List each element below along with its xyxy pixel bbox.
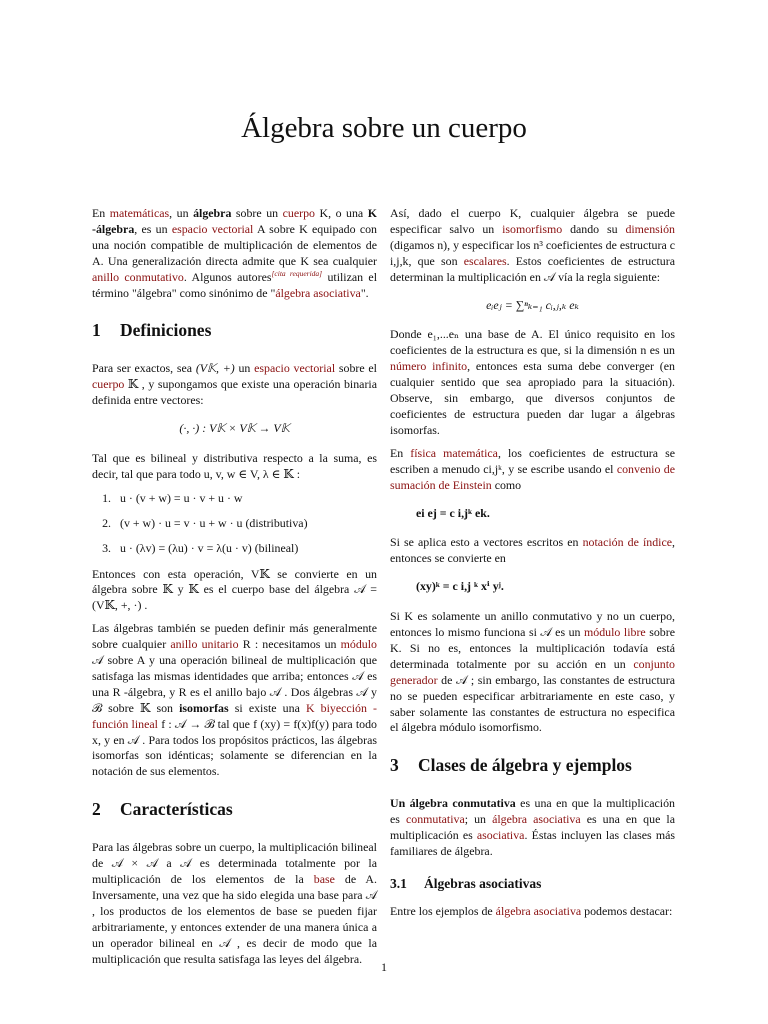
text: A sobre K equipado con una noción compatible de multiplicación de elementos de A. Una generalización directa admite que K sea cualquier (92, 221, 378, 268)
text: , los coeficientes de estructura se escriben a menudo ci,jᵏ, y se escribe usando el (390, 445, 675, 476)
definition-paragraph (92, 361, 377, 409)
text: un (234, 361, 255, 376)
text: . Estos coeficientes de estructura determinan la multiplicación en 𝒜 vía la regla siguiente: (390, 253, 675, 284)
text: Si se aplica esto a vectores escritos en (390, 535, 583, 550)
section-title: Clases de álgebra y ejemplos (418, 755, 632, 776)
subsection-number: 3.1 (390, 875, 407, 891)
algebra-paragraph: Entonces con esta operación, V𝕂 se convierte en un álgebra sobre 𝕂 y 𝕂 es el cuerpo base del álgebra 𝒜 = (V𝕂, +, ·) . (92, 566, 377, 613)
bold-term: Un álgebra conmutativa (390, 796, 516, 811)
link-dimension[interactable]: dimensión (625, 221, 675, 236)
left-column (92, 206, 377, 974)
axioms-list (92, 491, 377, 557)
bold-term: K -álgebra (92, 206, 377, 236)
text: de A. Inversamente, una vez que ha sido elegida una base para 𝒜 , los productos de los elementos de base se pueden fijar arbitrariamente, y entonces extender de una manera única a un operador bilineal en 𝒜 , es decir de modo que la multiplicación que resulta satisfaga las leyes del álgebra. (92, 872, 377, 966)
link-cuerpo-2[interactable]: cuerpo (92, 377, 125, 392)
intro-paragraph (92, 206, 377, 301)
link-espacio-vectorial[interactable]: espacio vectorial (171, 221, 254, 236)
text: ; un (464, 812, 493, 827)
bold-term: isomorfas (179, 700, 229, 715)
structure-paragraph (390, 206, 675, 286)
text: , entonces se convierte en (390, 535, 675, 566)
link-base[interactable]: base (313, 872, 335, 886)
link-espacio-vectorial-2[interactable]: espacio vectorial (254, 361, 336, 376)
section-title: Definiciones (120, 320, 212, 341)
section-number: 1 (92, 320, 101, 341)
link-anillo-conmutativo[interactable]: anillo conmutativo (92, 269, 184, 284)
text: sobre un (231, 206, 283, 220)
text: es una en que la multiplicación es (390, 812, 675, 843)
link-algebra-asociativa-2[interactable]: álgebra asociativa (492, 812, 581, 827)
text: En (92, 206, 110, 220)
right-column (390, 206, 675, 927)
equation-structure: eᵢeⱼ = ∑ⁿₖ₌₁ cᵢ,ⱼ,ₖ eₖ (486, 297, 579, 312)
text: Para ser exactos, sea (92, 361, 196, 376)
equation-einstein: ei ej = c i,jᵏ ek. (416, 505, 490, 520)
link-conjunto-generador[interactable]: conjunto generador (390, 656, 675, 687)
link-anillo-unitario[interactable]: anillo unitario (170, 637, 239, 652)
text: Así, dado el cuerpo K, cualquier álgebra se puede especificar salvo un (390, 206, 675, 236)
section-title: Características (120, 799, 233, 820)
text: de 𝒜 ; sin embargo, las constantes de estructura no se pueden especificar arbitrariamente en este caso, y saber solamente las constantes de estructura no especifica el álgebra módulo isomorfismo. (390, 672, 675, 735)
section-heading-caracteristicas (92, 799, 377, 820)
text: 𝕂 , y supongamos que existe una operación binaria definida entre vectores: (92, 377, 377, 408)
page-title: Álgebra sobre un cuerpo (241, 112, 527, 144)
section-number: 2 (92, 799, 101, 820)
link-convenio-einstein[interactable]: convenio de sumación de Einstein (390, 461, 675, 492)
list-item: 2. (v + w) · u = v · u + w · u (distributiva) (114, 516, 377, 532)
text: es una en que la multiplicación es (390, 796, 675, 827)
text: sobre K. Si no es, entonces la multiplicación todavía está determinada totalmente por su acción en un (390, 625, 675, 671)
text: como (491, 477, 522, 492)
subsection-title: Álgebras asociativas (424, 875, 542, 891)
text: K, o una (314, 206, 368, 220)
section-heading-clases (390, 755, 675, 776)
ring-paragraph (390, 609, 675, 736)
text: Donde e₁,...eₙ una base de A. El único requisito en los coeficientes de la estructura es que, si la dimensión n es un (390, 327, 675, 358)
bold-term: álgebra (193, 206, 232, 220)
text: dando su (562, 221, 626, 236)
text: podemos destacar: (581, 903, 673, 918)
section-heading-definiciones (92, 320, 377, 341)
text: , un (169, 206, 194, 220)
text: utilizan el término "álgebra" como sinónimo de " (92, 269, 378, 300)
text: , es un (134, 221, 172, 236)
citation-needed[interactable]: [cita requerida] (271, 268, 323, 278)
text: R : necesitamos un (238, 637, 341, 652)
link-conmutativa[interactable]: conmutativa (405, 812, 465, 827)
list-item: 3. u · (λv) = (λu) · v = λ(u · v) (bilineal) (114, 541, 377, 557)
link-modulo-libre[interactable]: módulo libre (584, 625, 646, 640)
link-asociativa[interactable]: asociativa (476, 828, 525, 843)
text: (digamos n), y especificar los n³ coeficientes de estructura c i,j,k, que son (390, 237, 675, 268)
page-number: 1 (381, 960, 387, 974)
link-fisica-matematica[interactable]: física matemática (410, 445, 498, 460)
link-escalares[interactable]: escalares (463, 253, 507, 268)
text: En (390, 445, 411, 460)
generalization-paragraph (92, 621, 377, 780)
text: Para las álgebras sobre un cuerpo, la multiplicación bilineal de 𝒜 × 𝒜 a 𝒜 es determinada totalmente por la multiplicación de los elementos de la (92, 840, 377, 886)
text: . Éstas incluyen las clases más familiares de álgebra. (390, 828, 675, 858)
math: (V𝕂, +) (195, 361, 235, 376)
link-algebra-asociativa[interactable]: álgebra asociativa (275, 285, 361, 300)
text: si existe una (228, 700, 306, 715)
equation-index: (xy)ᵏ = c i,j ᵏ xⁱ yʲ. (416, 579, 504, 594)
section-number: 3 (390, 755, 399, 776)
text: . Algunos autores (183, 269, 272, 284)
index-paragraph (390, 535, 675, 567)
link-isomorfismo[interactable]: isomorfismo (502, 221, 563, 236)
equation-binary-op: (·, ·) : V𝕂 × V𝕂 → V𝕂 (179, 421, 290, 436)
text: Las álgebras también se pueden definir más generalmente sobre cualquier (92, 621, 377, 652)
link-notacion-indice[interactable]: notación de índice (582, 535, 673, 550)
text: Entre los ejemplos de (390, 903, 496, 918)
list-item: 1. u · (v + w) = u · v + u · w (114, 491, 377, 507)
subsection-heading-asociativas (390, 876, 675, 892)
link-numero-infinito[interactable]: número infinito (390, 359, 468, 374)
physics-paragraph (390, 446, 675, 494)
text: Si K es solamente un anillo conmutativo y no un cuerpo, entonces lo mismo funciona si 𝒜 es un (390, 609, 675, 640)
link-biyeccion[interactable]: K biyección - función lineal (92, 700, 377, 731)
text: 𝒜 sobre A y una operación bilineal de multiplicación que satisfaga las mismas identidades que arriba; entonces 𝒜 es una R -álgebra, y R es el anillo bajo 𝒜 . Dos álgebras 𝒜 y ℬ sobre 𝕂 son (92, 653, 377, 715)
link-modulo[interactable]: módulo (340, 637, 377, 652)
bilinear-paragraph: Tal que es bilineal y distributiva respecto a la suma, es decir, tal que para todo u, v, w ∈ V, λ ∈ 𝕂 : (92, 450, 377, 481)
text: f : 𝒜 → ℬ tal que f (xy) = f(x)f(y) para todo x, y en 𝒜 . Para todos los propósitos prácticos, las álgebras isomorfas son idénticas; solamente se diferencian en la notación de sus elementos. (92, 716, 378, 779)
classes-paragraph (390, 796, 675, 860)
link-algebra-asociativa-3[interactable]: álgebra asociativa (495, 903, 582, 918)
link-matematicas[interactable]: matemáticas (109, 206, 170, 220)
characteristics-paragraph (92, 840, 377, 967)
examples-paragraph (390, 904, 675, 920)
basis-paragraph (390, 327, 675, 438)
text: , entonces esta suma debe converger (en cualquier sentido que sea apropiado para la situación). Observe, sin embargo, que diversos conjuntos de coeficientes de estructura pueden dar lugar a álgebras isomorfas. (390, 359, 675, 437)
text: sobre el (335, 361, 377, 376)
link-cuerpo[interactable]: cuerpo (282, 206, 315, 220)
text: ". (360, 285, 369, 300)
